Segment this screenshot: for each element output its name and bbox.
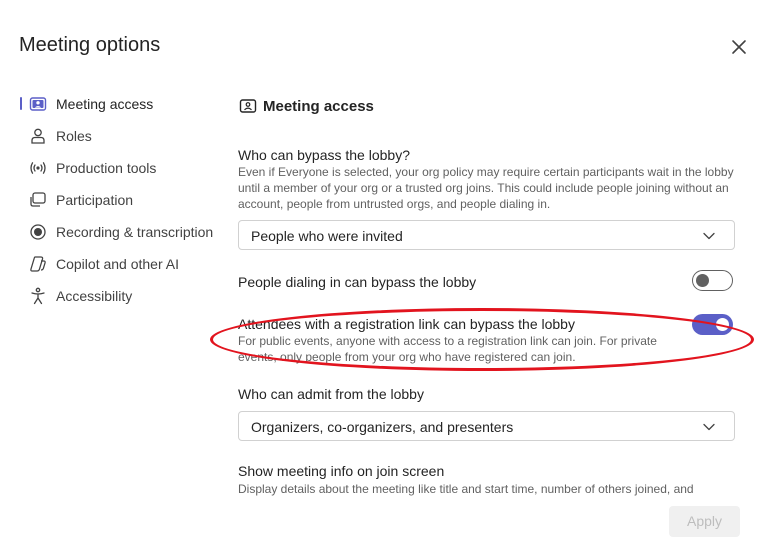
sidebar-item-accessibility[interactable] — [20, 280, 220, 312]
sidebar-item-meeting-access[interactable] — [20, 88, 220, 120]
sidebar-nav — [20, 88, 220, 312]
section-header — [239, 97, 374, 115]
section-title: Meeting access — [263, 97, 374, 115]
sidebar-item-production-tools[interactable] — [20, 152, 220, 184]
toggle-knob — [716, 318, 729, 331]
active-indicator — [20, 97, 22, 110]
bypass-lobby-dropdown[interactable] — [238, 220, 735, 250]
record-icon — [29, 223, 47, 241]
chat-icon — [29, 191, 47, 209]
toggle-knob — [696, 274, 709, 287]
sidebar-item-label: Accessibility — [56, 288, 133, 304]
accessibility-icon — [29, 287, 47, 305]
chevron-down-icon — [702, 229, 716, 243]
person-card-icon — [239, 97, 257, 115]
registration-bypass-label: Attendees with a registration link can bypass the lobby — [238, 316, 575, 332]
bypass-lobby-label: Who can bypass the lobby? — [238, 147, 410, 163]
join-screen-info-label: Show meeting info on join screen — [238, 463, 445, 479]
sidebar-item-label: Participation — [56, 192, 134, 208]
sidebar-item-label: Copilot and other AI — [56, 256, 179, 272]
sidebar-item-label: Recording & transcription — [56, 224, 214, 240]
registration-bypass-toggle[interactable] — [692, 314, 733, 335]
sidebar-item-recording[interactable] — [20, 216, 220, 248]
person-icon — [29, 127, 47, 145]
join-screen-info-description-line: Display details about the meeting like title and start time, number of others joined, and — [238, 482, 694, 496]
sidebar-item-participation[interactable] — [20, 184, 220, 216]
sidebar-item-copilot[interactable] — [20, 248, 220, 280]
dropdown-value: Organizers, co-organizers, and presenters — [251, 419, 514, 435]
broadcast-icon — [29, 159, 47, 177]
bypass-lobby-description-line: account, people from untrusted orgs, and people dialing in. — [238, 197, 551, 211]
registration-bypass-description-line: For public events, anyone with access to a registration link can join. For private — [238, 334, 657, 348]
chevron-down-icon — [702, 420, 716, 434]
sidebar-item-label: Production tools — [56, 160, 157, 176]
copilot-icon — [29, 255, 47, 273]
dial-in-bypass-label: People dialing in can bypass the lobby — [238, 274, 477, 290]
sidebar-item-roles[interactable] — [20, 120, 220, 152]
sidebar-item-label: Meeting access — [56, 96, 154, 112]
dial-in-bypass-toggle[interactable] — [692, 270, 733, 291]
sidebar-item-label: Roles — [56, 128, 92, 144]
close-button[interactable] — [728, 36, 750, 58]
registration-bypass-description-line: events, only people from your org who have registered can join. — [238, 350, 576, 364]
apply-button[interactable]: Apply — [669, 506, 740, 537]
close-icon — [728, 36, 750, 58]
bypass-lobby-description-line: Even if Everyone is selected, your org policy may require certain participants wait in the lobby — [238, 165, 734, 179]
admit-lobby-label: Who can admit from the lobby — [238, 386, 424, 402]
dialog-title: Meeting options — [19, 34, 161, 56]
admit-lobby-dropdown[interactable] — [238, 411, 735, 441]
bypass-lobby-description-line: until a member of your org or a trusted org joins. This could include people joining without an — [238, 181, 729, 195]
dropdown-value: People who were invited — [251, 228, 403, 244]
person-card-icon — [29, 95, 47, 113]
